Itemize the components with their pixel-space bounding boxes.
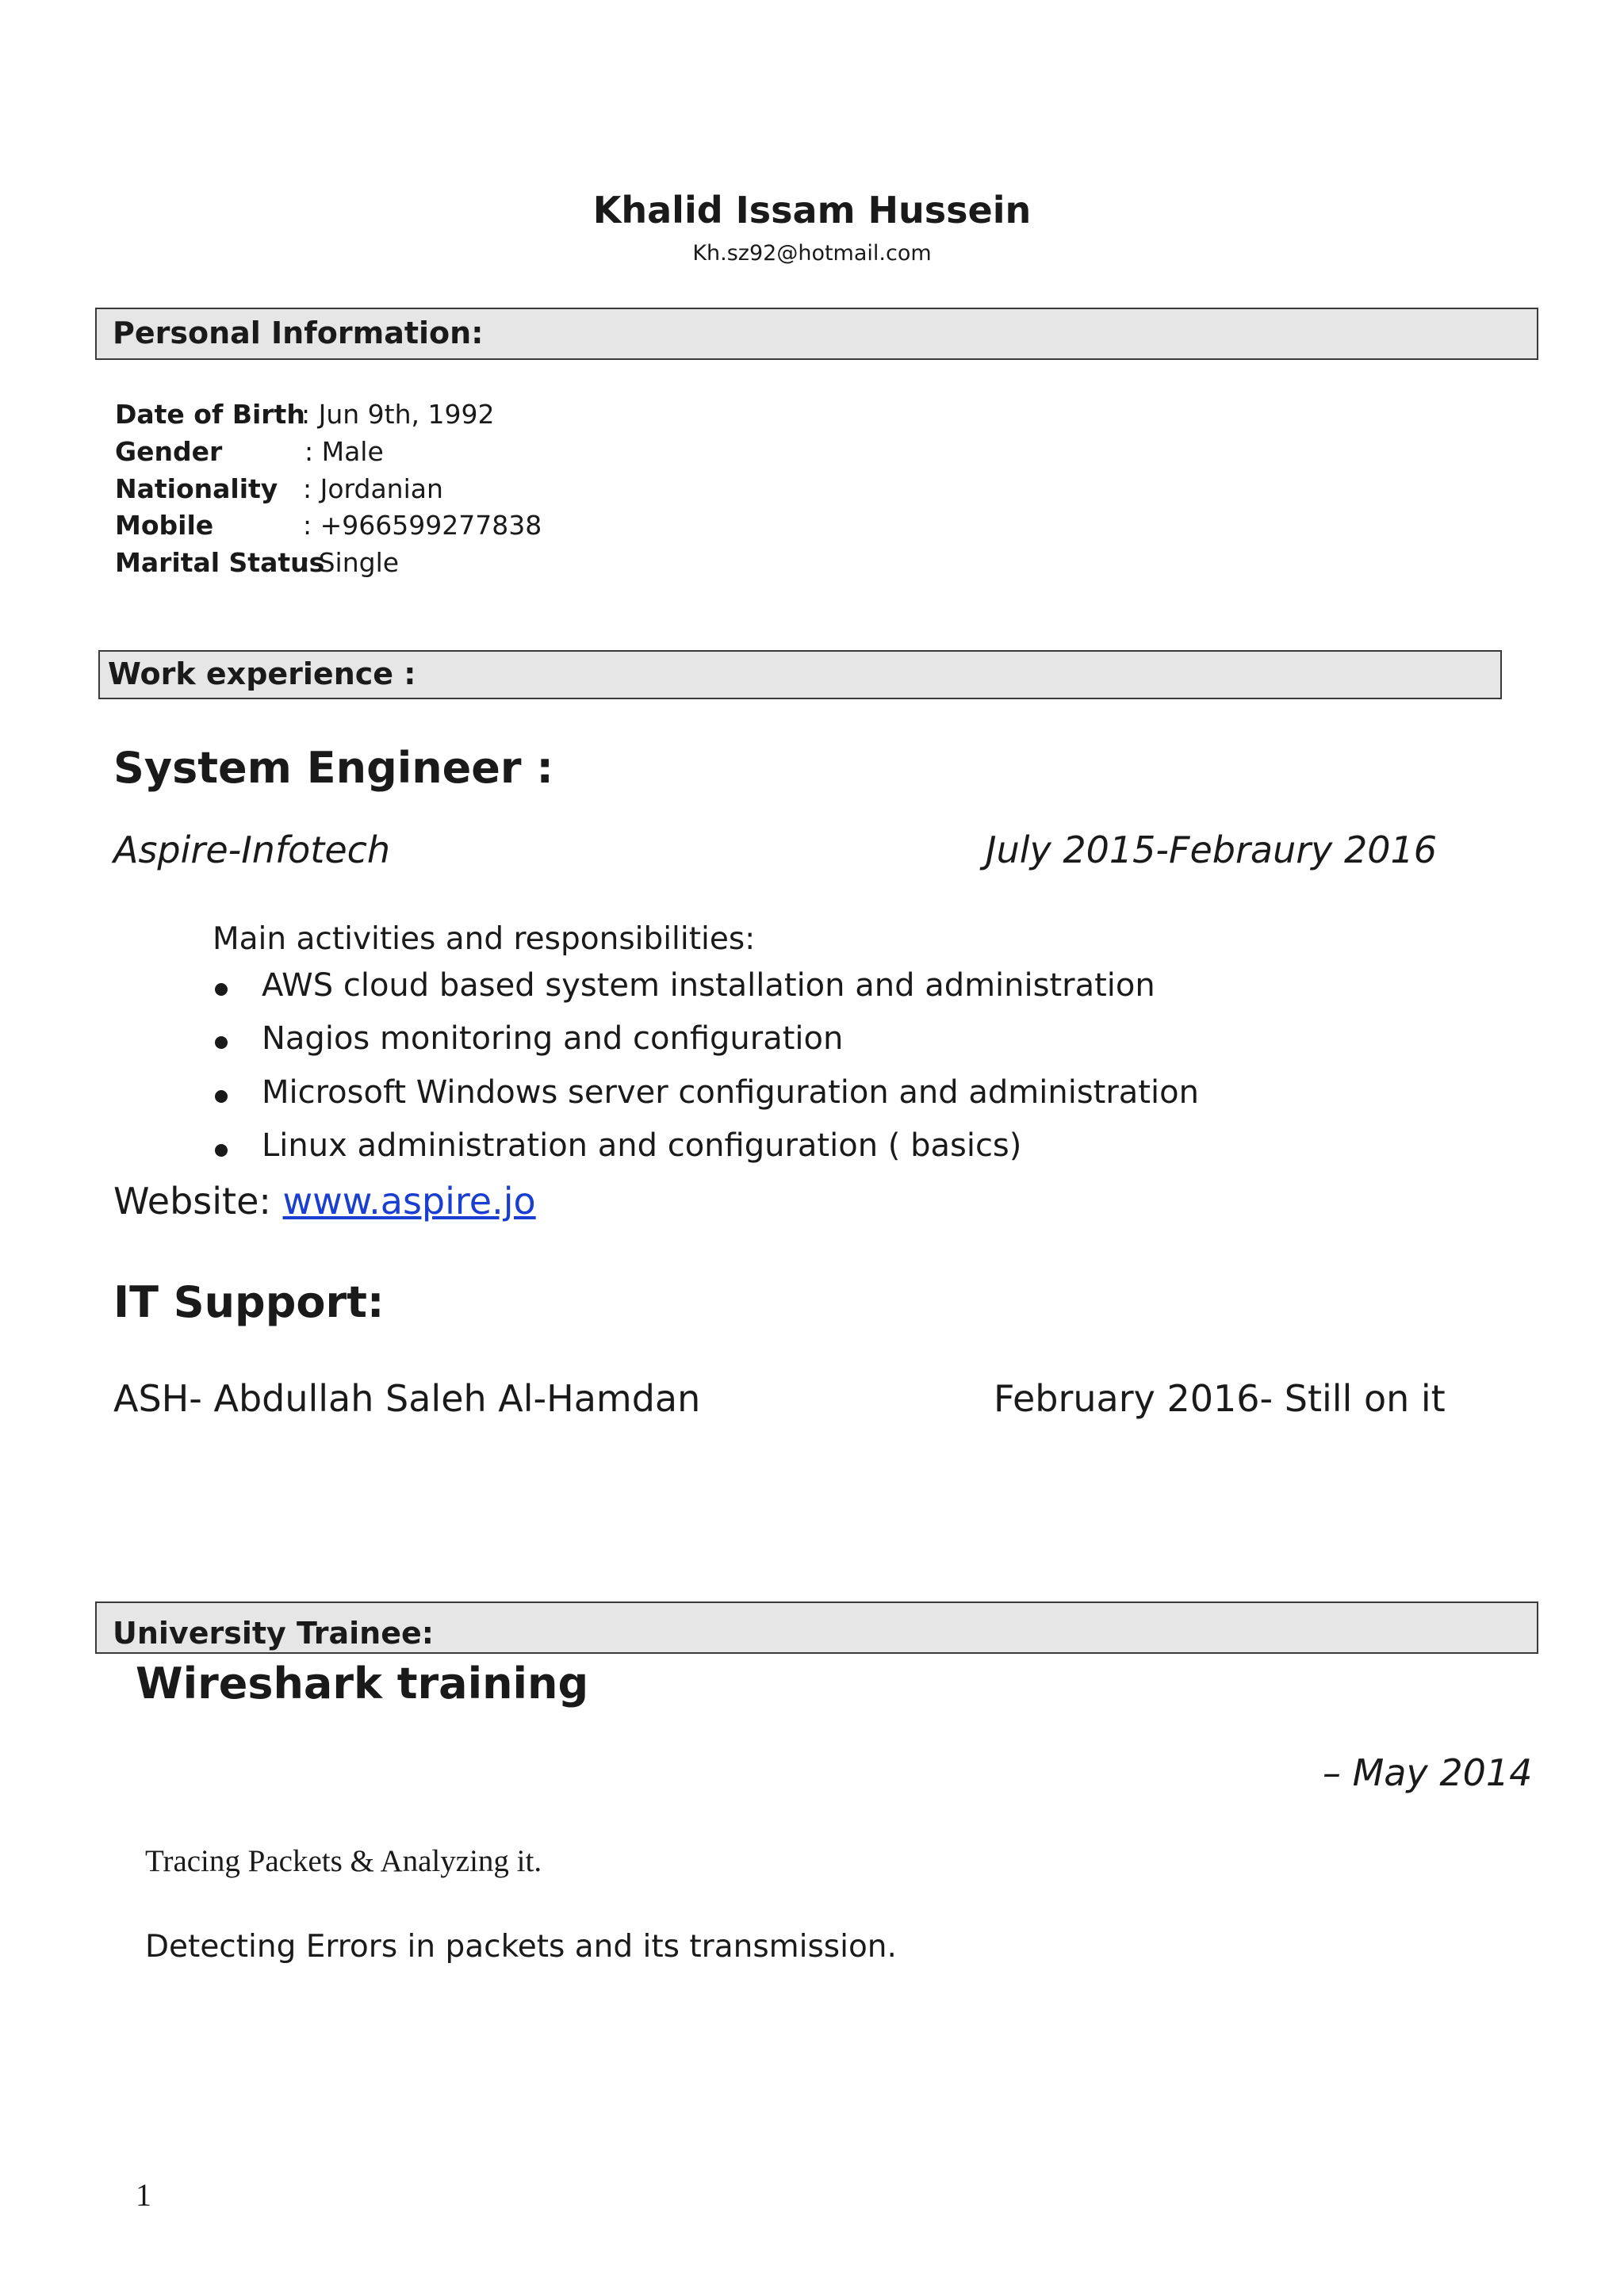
list-item: AWS cloud based system installation and administration (262, 967, 1155, 1004)
website-line (113, 1180, 536, 1223)
label-date-of-birth: Date of Birth (115, 399, 305, 430)
value-mobile: : +966599277838 (303, 510, 542, 541)
label-gender: Gender (115, 436, 223, 467)
section-title: University Trainee: (113, 1616, 434, 1651)
section-header-trainee (95, 1601, 1538, 1654)
section-title: Work experience : (108, 656, 416, 691)
bullet-icon (215, 1144, 228, 1157)
label-mobile: Mobile (115, 510, 214, 541)
bullet-icon (215, 1036, 228, 1049)
value-nationality: : Jordanian (303, 473, 443, 504)
training-date: – May 2014 (1323, 1751, 1533, 1794)
responsibilities-intro: Main activities and responsibilities: (213, 921, 756, 957)
training-line: Tracing Packets & Analyzing it. (145, 1844, 542, 1878)
bullet-icon (215, 983, 228, 996)
candidate-name: Khalid Issam Hussein (592, 189, 1032, 232)
training-title: Wireshark training (136, 1659, 589, 1709)
bullet-icon (215, 1090, 228, 1103)
company-name: Aspire-Infotech (113, 828, 391, 871)
company-name: ASH- Abdullah Saleh Al-Hamdan (113, 1377, 701, 1420)
job-dates: July 2015-Febraury 2016 (986, 828, 1438, 871)
list-item: Nagios monitoring and configuration (262, 1020, 844, 1057)
label-marital-status: Marital Status (115, 547, 325, 578)
value-marital-status: : Single (301, 547, 400, 578)
website-label: Website: (113, 1180, 283, 1223)
value-gender: : Male (304, 436, 384, 467)
list-item: Linux administration and configuration ( basics) (262, 1127, 1022, 1164)
page-number: 1 (136, 2177, 151, 2213)
section-title: Personal Information: (113, 316, 484, 350)
training-line: Detecting Errors in packets and its transmission. (145, 1929, 897, 1965)
section-header-personal (95, 308, 1538, 360)
job-dates: February 2016- Still on it (994, 1377, 1446, 1420)
email-address: Kh.sz92@hotmail.com (692, 241, 932, 266)
job-title: IT Support: (113, 1277, 385, 1327)
website-link[interactable]: www.aspire.jo (282, 1180, 536, 1223)
job-title: System Engineer : (113, 743, 553, 793)
list-item: Microsoft Windows server configuration and administration (262, 1074, 1199, 1111)
value-date-of-birth: : Jun 9th, 1992 (301, 399, 495, 430)
label-nationality: Nationality (115, 473, 278, 504)
section-header-work (98, 650, 1502, 699)
